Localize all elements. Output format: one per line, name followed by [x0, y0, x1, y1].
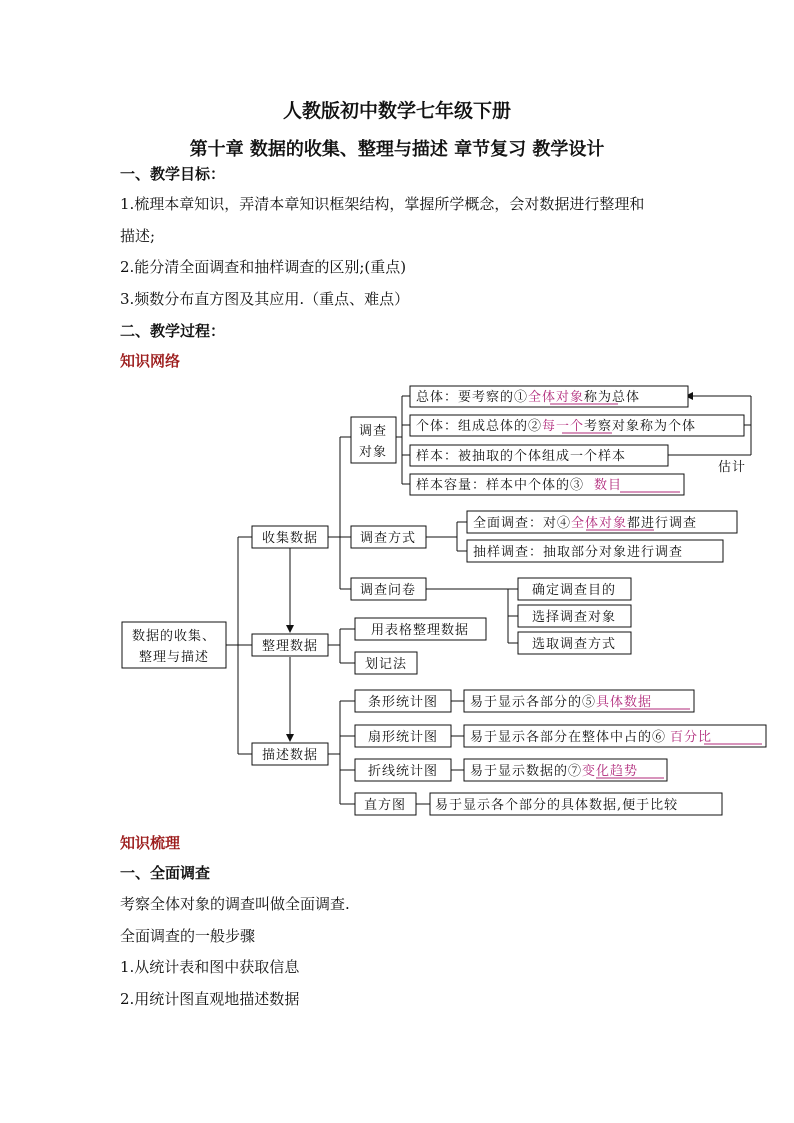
node-survey-object-2: 对象: [358, 445, 388, 460]
node-survey-object-1: 调查: [358, 424, 388, 439]
node-pie-chart: 扇形统计图: [367, 730, 439, 745]
node-sample: 样本：被抽取的个体组成一个样本: [416, 449, 627, 464]
node-table-method: 用表格整理数据: [370, 623, 470, 638]
node-sampling: 抽样调查：抽取部分对象进行调查: [473, 545, 684, 560]
section-census-heading: 一、全面调查: [120, 864, 211, 882]
node-pie-desc: 易于显示各部分在整体中占的⑥ 百分比: [470, 730, 713, 745]
node-q-purpose: 确定调查目的: [531, 583, 617, 598]
census-step-2: 2.用统计图直观地描述数据: [120, 990, 300, 1008]
goal-2: 2.能分清全面调查和抽样调查的区别;(重点): [120, 258, 407, 276]
goal-1-line1: 1.梳理本章知识，弄清本章知识框架结构，掌握所学概念，会对数据进行整理和: [120, 195, 645, 213]
census-definition: 考察全体对象的调查叫做全面调查.: [120, 895, 350, 913]
root-line1: 数据的收集、: [131, 629, 217, 644]
node-survey-method: 调查方式: [359, 531, 417, 546]
node-q-method: 选取调查方式: [531, 637, 617, 652]
node-individual: 个体：组成总体的②每一个考察对象称为个体: [416, 419, 697, 434]
node-organize: 整理数据: [261, 639, 319, 654]
goal-1-line2: 描述;: [120, 227, 156, 245]
census-steps-heading: 全面调查的一般步骤: [120, 927, 256, 945]
node-hist-desc: 易于显示各个部分的具体数据,便于比较: [435, 798, 679, 813]
node-collect: 收集数据: [261, 531, 319, 546]
label-estimate: 估计: [718, 460, 747, 475]
node-questionnaire: 调查问卷: [359, 583, 417, 598]
node-bar-chart: 条形统计图: [367, 695, 439, 710]
network-heading: 知识网络: [120, 352, 181, 370]
sorting-heading: 知识梳理: [120, 834, 181, 852]
node-line-chart: 折线统计图: [367, 764, 439, 779]
node-q-object: 选择调查对象: [531, 610, 617, 625]
process-heading: 二、教学过程：: [120, 322, 226, 340]
node-population: 总体：要考察的①全体对象称为总体: [416, 390, 641, 405]
node-histogram: 直方图: [363, 798, 407, 813]
document-subtitle: 第十章 数据的收集、整理与描述 章节复习 教学设计: [189, 139, 605, 160]
node-line-desc: 易于显示数据的⑦变化趋势: [470, 764, 639, 779]
goal-3: 3.频数分布直方图及其应用.（重点、难点）: [120, 290, 410, 308]
node-sample-size: 样本容量：样本中个体的③ 数目: [416, 478, 623, 493]
node-describe: 描述数据: [261, 748, 319, 763]
root-node: [122, 622, 226, 668]
document-title: 人教版初中数学七年级下册: [282, 100, 511, 122]
goals-heading: 一、教学目标：: [120, 165, 226, 183]
node-tally: 划记法: [364, 657, 408, 672]
node-bar-desc: 易于显示各部分的⑤具体数据: [470, 695, 653, 710]
census-step-1: 1.从统计表和图中获取信息: [120, 958, 300, 976]
root-line2: 整理与描述: [138, 650, 210, 665]
node-census: 全面调查：对④全体对象都进行调查: [473, 516, 698, 531]
